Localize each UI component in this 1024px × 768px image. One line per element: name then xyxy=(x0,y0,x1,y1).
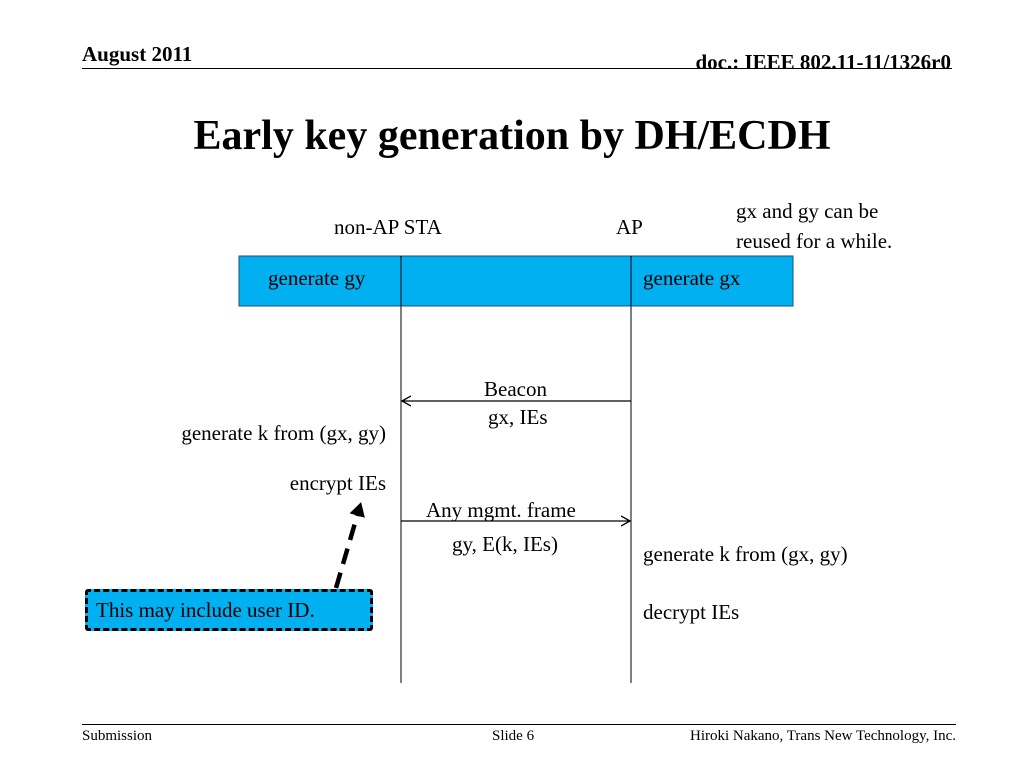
beacon-payload: gx, IEs xyxy=(488,405,548,429)
participant-sta: non-AP STA xyxy=(334,215,442,239)
ap-action-decrypt: decrypt IEs xyxy=(643,600,740,624)
header-doc-id: doc.: IEEE 802.11-11/1326r0 xyxy=(695,50,951,74)
mgmt-frame-label: Any mgmt. frame xyxy=(426,498,576,522)
reuse-note-line-2: reused for a while. xyxy=(736,229,893,253)
callout-arrow xyxy=(336,506,360,588)
beacon-label: Beacon xyxy=(484,377,547,401)
footer-rule xyxy=(82,724,956,725)
band-ap-label: generate gx xyxy=(643,266,741,290)
sta-action-generate-k: generate k from (gx, gy) xyxy=(181,421,386,445)
footer-slide-number: Slide 6 xyxy=(492,728,535,744)
footer-author: Hiroki Nakano, Trans New Technology, Inc. xyxy=(690,728,956,744)
mgmt-frame-payload: gy, E(k, IEs) xyxy=(452,532,558,556)
footer-submission: Submission xyxy=(82,728,153,744)
participant-ap: AP xyxy=(616,215,643,239)
sta-action-encrypt: encrypt IEs xyxy=(289,471,386,495)
ap-action-generate-k: generate k from (gx, gy) xyxy=(643,542,848,566)
band-sta-label: generate gy xyxy=(268,266,366,290)
reuse-note-line-1: gx and gy can be xyxy=(736,199,879,223)
slide-title: Early key generation by DH/ECDH xyxy=(193,113,831,159)
user-id-callout-text: This may include user ID. xyxy=(96,598,315,622)
header-date: August 2011 xyxy=(82,42,193,66)
